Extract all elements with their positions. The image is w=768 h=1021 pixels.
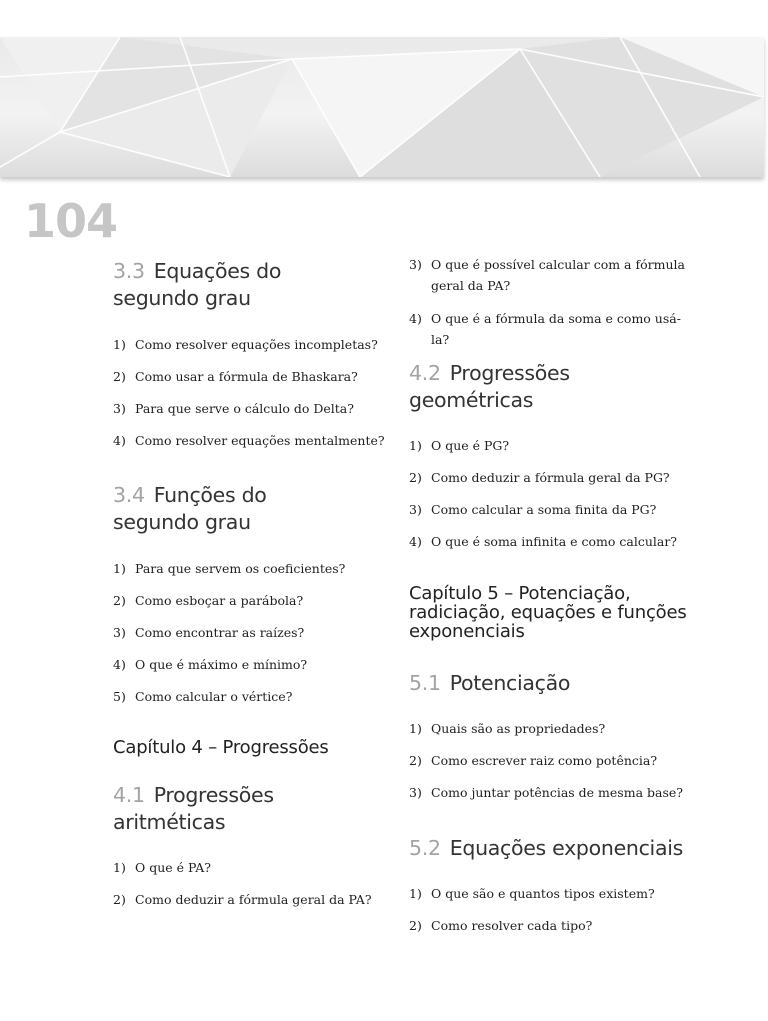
section-heading-4-1: 4.1 Progressões aritméticas [113, 783, 274, 834]
list-item: 2) Como esboçar a parábola? [113, 593, 304, 608]
list-item: 4) Como resolver equações mentalmente? [113, 433, 385, 448]
list-item: 1) O que é PG? [409, 438, 510, 453]
list-item: 3) Como juntar potências de mesma base? [409, 785, 683, 800]
list-item: 1) O que são e quantos tipos existem? [409, 886, 655, 901]
section-heading-5-2: 5.2 Equações exponenciais [409, 836, 683, 860]
section-heading-3-3: 3.3 Equações do segundo grau [113, 259, 282, 310]
list-item: 4) O que é a fórmula da soma e como usá-la? [409, 311, 681, 347]
list-item: 1) Quais são as propriedades? [409, 721, 606, 736]
list-item: 1) Como resolver equações incompletas? [113, 337, 378, 352]
list-item: 4) O que é soma infinita e como calcular? [409, 534, 677, 549]
list-item: 3) Para que serve o cálculo do Delta? [113, 401, 354, 416]
list-item: 2) Como deduzir a fórmula geral da PA? [113, 892, 372, 907]
section-heading-4-2: 4.2 Progressões geométricas [409, 361, 570, 412]
chapter-heading-4: Capítulo 4 – Progressões [113, 737, 329, 758]
list-item: 3) Como encontrar as raízes? [113, 625, 305, 640]
section-heading-5-1: 5.1 Potenciação [409, 671, 571, 695]
decorative-triangles [0, 37, 764, 177]
page-number: 104 [24, 194, 118, 248]
list-item: 2) Como deduzir a fórmula geral da PG? [409, 470, 670, 485]
list-item: 4) O que é máximo e mínimo? [113, 657, 308, 672]
list-item: 1) Para que servem os coeficientes? [113, 561, 346, 576]
list-item: 1) O que é PA? [113, 860, 212, 875]
list-item: 5) Como calcular o vértice? [113, 689, 293, 704]
chapter-heading-5: Capítulo 5 – Potenciação, radiciação, equações e funções exponenciais [409, 583, 687, 642]
list-item: 3) O que é possível calcular com a fórmula geral da PA? [409, 257, 685, 293]
list-item: 2) Como escrever raiz como potência? [409, 753, 658, 768]
section-heading-3-4: 3.4 Funções do segundo grau [113, 483, 267, 534]
list-item: 2) Como usar a fórmula de Bhaskara? [113, 369, 358, 384]
header-banner [0, 37, 764, 177]
list-item: 3) Como calcular a soma finita da PG? [409, 502, 657, 517]
list-item: 2) Como resolver cada tipo? [409, 918, 593, 933]
